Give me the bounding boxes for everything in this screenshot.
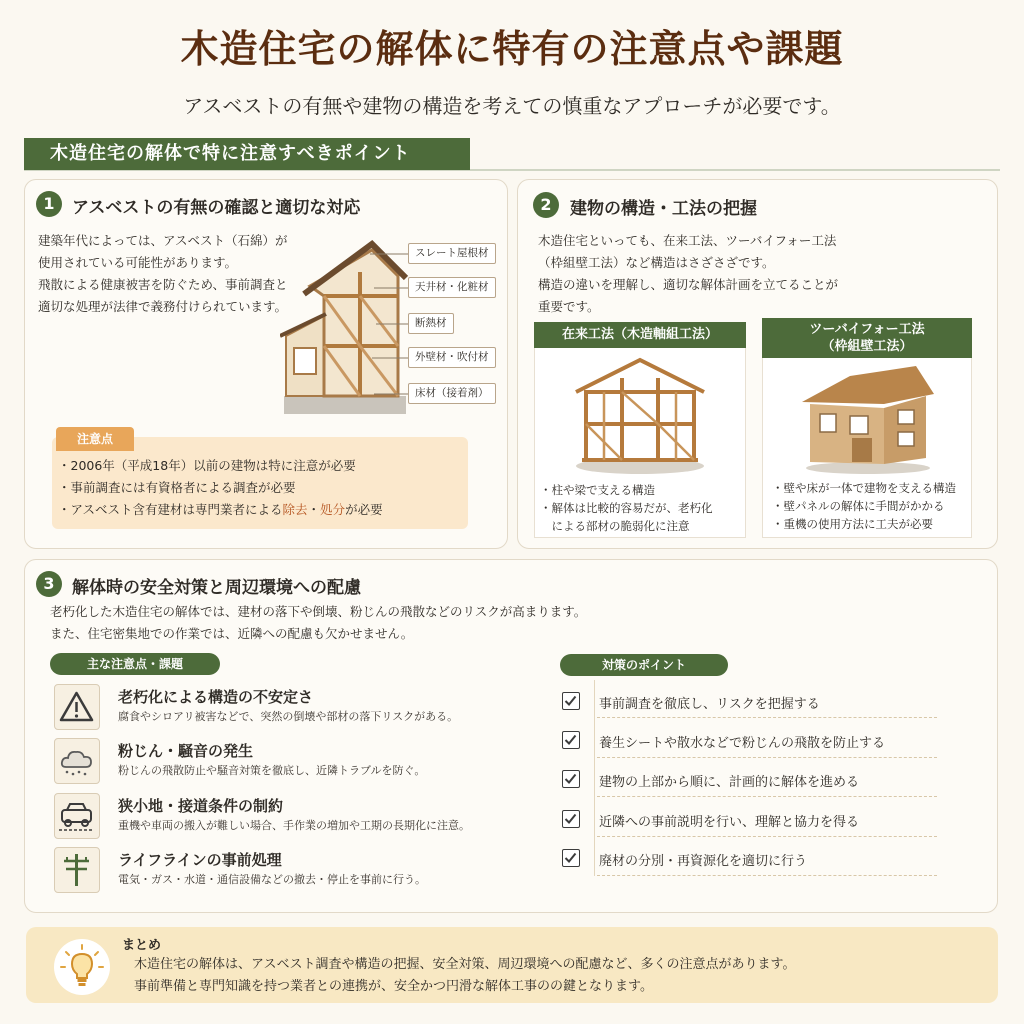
measure-separator [597, 836, 937, 837]
panel-house-illustration [800, 364, 936, 474]
caution-list [58, 455, 383, 521]
measure-item: 養生シートや散水などで粉じんの飛散を防止する [599, 736, 886, 751]
checkbox-icon [562, 770, 580, 788]
issue-desc: 粉じんの飛散防止や騒音対策を徹底し、近隣トラブルを防ぐ。 [118, 764, 426, 777]
issue-desc: 腐食やシロアリ被害などで、突然の倒壊や部材の落下リスクがある。 [118, 710, 459, 723]
card3-body [50, 601, 586, 645]
method-point: ・重機の使用方法に工夫が必要 [772, 517, 933, 531]
method-conventional-points [540, 481, 713, 535]
card2-body [538, 230, 838, 318]
card2-body-line: （枠組壁工法）など構造はさざさざです。 [538, 255, 775, 270]
issue-title: 粉じん・騒音の発生 [118, 742, 254, 760]
measure-separator [597, 875, 937, 876]
issue-desc: 重機や車両の搬入が難しい場合、手作業の増加や工期の長期化に注意。 [118, 819, 470, 832]
card1-body-line: 適切な処理が法律で義務付けられています。 [38, 299, 288, 314]
issue-title: 老朽化による構造の不安定さ [118, 688, 314, 706]
label-exterior-wall: 外壁材・吹付材 [408, 347, 496, 368]
issue-title: 狭小地・接道条件の制約 [118, 797, 284, 815]
issue-desc: 電気・ガス・水道・通信設備などの撤去・停止を事前に行う。 [118, 873, 426, 886]
caution-title: 注意点 [56, 427, 134, 451]
method-point: ・壁パネルの解体に手間がかかる [772, 499, 945, 513]
summary-text [134, 954, 795, 998]
issue-title: ライフラインの事前処理 [118, 851, 282, 869]
label-insulation: 断熱材 [408, 313, 454, 334]
card2-number: 2 [533, 192, 559, 218]
checkbox-icon [562, 849, 580, 867]
summary-line: 事前準備と専門知識を持つ業者との連携が、安全かつ円滑な解体工事のの鍵となります。 [134, 979, 653, 994]
card1-title: アスベストの有無の確認と適切な対応 [72, 198, 361, 218]
card2-body-line: 構造の違いを理解し、適切な解体計画を立てることが [538, 277, 839, 292]
dust-cloud-icon [54, 738, 100, 784]
checkbox-icon [562, 731, 580, 749]
timber-frame-illustration [572, 356, 708, 476]
method-two-by-four-title [762, 318, 972, 358]
label-leader-lines [370, 240, 410, 400]
warning-icon [54, 684, 100, 730]
measure-item: 建物の上部から順に、計画的に解体を進める [599, 775, 860, 790]
caution-item: ・アスベスト含有建材は専門業者による除去・処分が必要 [58, 502, 383, 517]
card1-body-line: 使用されている可能性があります。 [38, 255, 238, 270]
section-header: 木造住宅の解体で特に注意すべきポイント [24, 138, 470, 170]
method-two-by-four-title-line1: ツーバイフォー工法 [809, 322, 925, 337]
method-two-by-four-title-line2: （枠組壁工法） [821, 339, 913, 354]
utility-pole-icon [54, 847, 100, 893]
method-point: ・解体は比較的容易だが、老朽化 [540, 501, 713, 515]
label-slate-roof: スレート屋根材 [408, 243, 496, 264]
issues-label: 主な注意点・課題 [50, 653, 220, 675]
vehicle-icon [54, 793, 100, 839]
card1-number: 1 [36, 191, 62, 217]
measure-separator [597, 796, 937, 797]
caution-item: ・2006年（平成18年）以前の建物は特に注意が必要 [58, 458, 356, 473]
card2-body-line: 木造住宅といっても、在来工法、ツーバイフォー工法 [538, 233, 837, 248]
page-subtitle: アスベストの有無や建物の構造を考えての慎重なアプローチが必要です。 [183, 94, 841, 118]
measures-divider [594, 680, 595, 876]
card1-body [38, 230, 288, 318]
lightbulb-icon [54, 939, 110, 995]
card2-title: 建物の構造・工法の把握 [570, 199, 757, 219]
card3-number: 3 [36, 571, 62, 597]
card1-body-line: 建築年代によっては、アスベスト（石綿）が [38, 233, 288, 248]
summary-line: 木造住宅の解体は、アスベスト調査や構造の把握、安全対策、周辺環境への配慮など、多くの注意点があります。 [134, 957, 796, 972]
card1-body-line: 飛散による健康被害を防ぐため、事前調査と [38, 277, 288, 292]
measure-separator [597, 717, 937, 718]
checkbox-icon [562, 810, 580, 828]
measure-separator [597, 757, 937, 758]
measure-item: 廃材の分別・再資源化を適切に行う [599, 854, 808, 869]
method-point: ・柱や梁で支える構造 [540, 483, 655, 497]
page-title: 木造住宅の解体に特有の注意点や課題 [180, 27, 844, 71]
measure-item: 事前調査を徹底し、リスクを把握する [599, 697, 820, 712]
measure-item: 近隣への事前説明を行い、理解と協力を得る [599, 815, 860, 830]
label-ceiling: 天井材・化粧材 [408, 277, 496, 298]
checkbox-icon [562, 692, 580, 710]
card3-body-line: 老朽化した木造住宅の解体では、建材の落下や倒壊、粉じんの飛散などのリスクが高まります。 [50, 604, 587, 619]
card3-body-line: また、住宅密集地での作業では、近隣への配慮も欠かせません。 [50, 626, 414, 641]
caution-item: ・事前調査には有資格者による調査が必要 [58, 480, 296, 495]
method-two-by-four-points [772, 479, 956, 533]
label-floor: 床材（接着剤） [408, 383, 496, 404]
card3-title: 解体時の安全対策と周辺環境への配慮 [72, 578, 361, 598]
method-conventional-title: 在来工法（木造軸組工法） [534, 322, 746, 348]
method-point: ・壁や床が一体で建物を支える構造 [772, 481, 956, 495]
method-point: による部材の脆弱化に注意 [540, 519, 690, 533]
card2-body-line: 重要です。 [538, 299, 600, 314]
summary-title: まとめ [122, 938, 162, 953]
measures-label: 対策のポイント [560, 654, 728, 676]
